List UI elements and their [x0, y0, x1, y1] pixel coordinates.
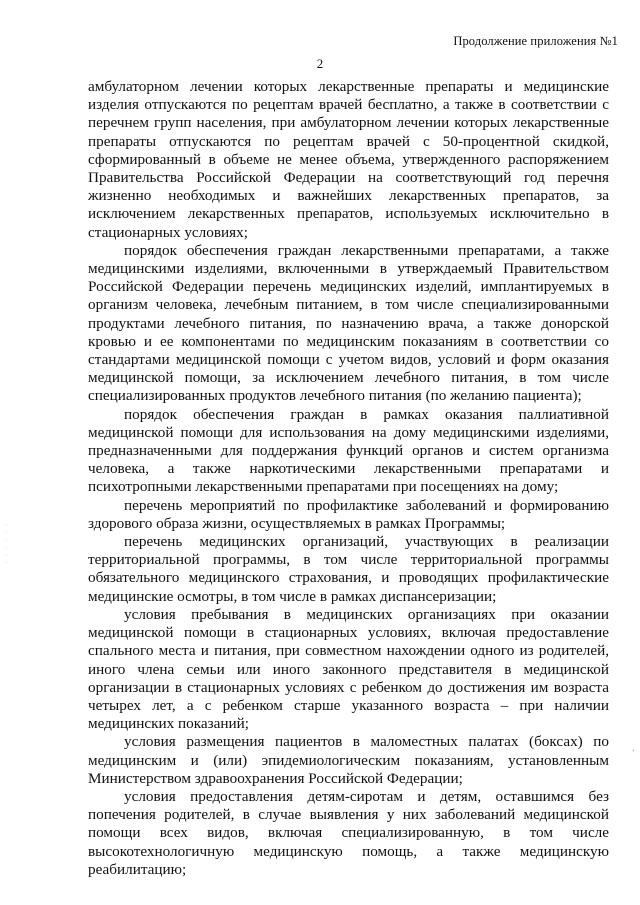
paragraph-medical-organizations-list: перечень медицинских организаций, участвующих в реализации территориальной программы, в том числе территориальной программы обязательного медицинского страхования, и проводящих профилактические медицинские осмотры, в том числе в рамках диспансеризации;: [88, 533, 609, 605]
paragraph-orphans-care: условия предоставления детям-сиротам и детям, оставшимся без попечения родителей, в случае выявления у них заболеваний медицинской помощи всех видов, включая специализированную, в том числе высокотехнологичную медицинскую помощь, а также медицинскую реабилитацию;: [88, 787, 609, 878]
scan-margin-mark-left: · · · · · ·: [4, 522, 10, 564]
paragraph-medication-provision: порядок обеспечения граждан лекарственными препаратами, а также медицинскими изделиями, включенными в утверждаемый Правительством Российской Федерации перечень медицинских изделий, имплантируемых в организм человека, лечебным питанием, в том числе специализированными продуктами лечебного питания, по назначению врача, а также донорской кровью и ее компонентами по медицинским показаниям в соответствии со стандартами медицинской помощи с учетом видов, условий и форм оказания медицинской помощи, за исключением лечебного питания, в том числе специализированных продуктов лечебного питания (по желанию пациента);: [88, 241, 609, 405]
paragraph-small-wards: условия размещения пациентов в маломестных палатах (боксах) по медицинским и (или) эпидемиологическим показаниям, установленным Министерством здравоохранения Российской Федерации;: [88, 733, 609, 787]
appendix-continuation-label: Продолжение приложения №1: [453, 34, 618, 48]
paragraph-continuation: амбулаторном лечении которых лекарственные препараты и медицинские изделия отпускаются по рецептам врачей бесплатно, а также в соответствии с перечнем групп населения, при амбулаторном лечении которых лекарственные препараты отпускаются по рецептам врачей с 50-процентной скидкой, сформированный в объеме не менее объема, утвержденного распоряжением Правительства Российской Федерации на соответствующий год перечня жизненно необходимых и важнейших лекарственных препаратов, за исключением лекарственных препаратов, используемых исключительно в стационарных условиях;: [88, 78, 609, 241]
document-body: [88, 78, 609, 879]
scan-margin-mark-right: ': [632, 748, 634, 758]
paragraph-inpatient-stay-conditions: условия пребывания в медицинских организациях при оказании медицинской помощи в стационарных условиях, включая предоставление спального места и питания, при совместном нахождении одного из родителей, иного члена семьи или иного законного представителя в медицинской организации в стационарных условиях с ребенком до достижения им возраста четырех лет, а с ребенком старше указанного возраста – при наличии медицинских показаний;: [88, 605, 609, 733]
page-number: 2: [316, 56, 324, 71]
paragraph-palliative-care: порядок обеспечения граждан в рамках оказания паллиативной медицинской помощи для использования на дому медицинскими изделиями, предназначенными для поддержания функций органов и систем организма человека, а также наркотическими лекарственными препаратами и психотропными лекарственными препаратами при посещениях на дому;: [88, 405, 609, 496]
paragraph-prevention-measures: перечень мероприятий по профилактике заболеваний и формированию здорового образа жизни, осуществляемых в рамках Программы;: [88, 496, 609, 532]
